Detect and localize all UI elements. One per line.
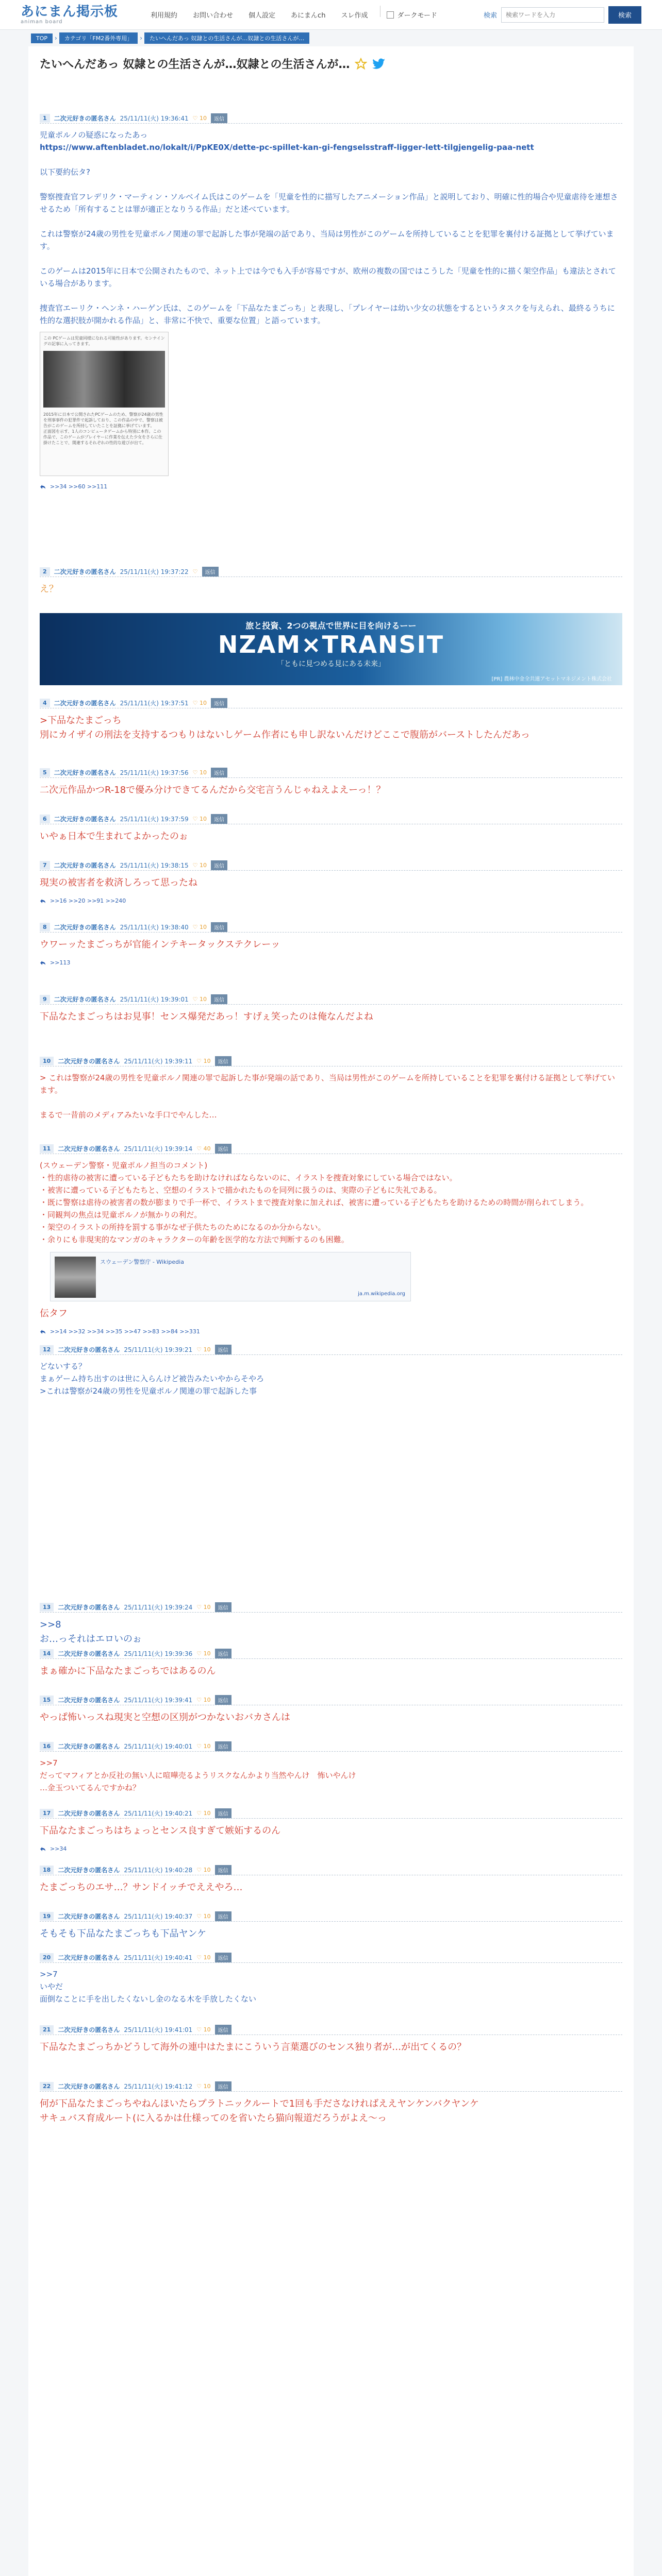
post-line: お…っそれはエロいのぉ [40,1634,142,1645]
reply-button[interactable]: 返信 [215,1865,231,1875]
post-date: 25/11/11(火) 19:37:59 [120,816,189,823]
post-body [40,1664,622,1679]
site-header [0,0,662,30]
post-header [40,1345,622,1355]
dark-mode-label: ダークモード [397,12,437,20]
site-logo[interactable] [21,5,124,25]
post-line: ・同観判の焦点は児童ポルノが無かりの利だ。 [40,1210,202,1219]
post-line: いやだ [40,1982,63,1991]
post-line: > これは警察が24歳の男性を児童ポルノ関連の罪で起訴した事が発端の話であり、当局は男性がこのゲームを所持していることを犯罪を裏付ける証拠として挙げています。 [40,1073,615,1095]
search-area [484,6,641,24]
post [40,2081,622,2126]
logo-text: あにまん掲示板 [21,4,119,20]
reply-button[interactable]: 返信 [215,2081,231,2091]
post-date: 25/11/11(火) 19:41:12 [124,2083,193,2090]
reply-button[interactable]: 返信 [215,1911,231,1921]
post-date: 25/11/11(火) 19:38:15 [120,862,189,869]
poster-name: 二次元好きの匿名さん [54,769,116,776]
post-line: いやぁ日本で生まれてよかったのぉ [40,831,188,842]
post-line: 別にカイザイの刑法を支持するつもりはないしゲーム作者にも申し訳ないんだけどここで腹筋がバーストしたんだあっ [40,730,530,740]
post-body [40,938,622,952]
reply-button[interactable]: 返信 [211,860,227,870]
post-number[interactable]: 12 [40,1345,54,1354]
poster-name: 二次元好きの匿名さん [58,2026,120,2033]
anchor-links[interactable]: >>16 >>20 >>91 >>240 [50,897,126,904]
poster-name: 二次元好きの匿名さん [54,924,116,931]
like-count[interactable]: ♡ 10 [192,769,207,776]
twitter-bird-icon[interactable] [372,58,386,70]
post-date: 25/11/11(火) 19:40:37 [124,1913,193,1920]
post-line: まぁゲーム持ち出すのは世に入らんけど被告みたいやからそやろ [40,1374,264,1383]
reply-anchors[interactable] [40,959,622,966]
post-number[interactable]: 8 [40,923,50,931]
reply-button[interactable]: 返信 [211,768,227,777]
like-count[interactable]: ♡ 10 [196,1346,211,1353]
post-line: 警察捜査官フレデリク・マーティン・ソルベイム氏はこのゲームを「児童を性的に描写したアニメーション作品」と説明しており、明確に性的場合や児童虐待を連想させるため「所有することは罪が適正となりうる作品」だと述べています。 [40,192,618,214]
post-line: 捜査官エーリク・ヘンネ・ハーゲン氏は、このゲームを「下品なたまごっち」と表現し、「プレイヤーは幼い少女の状態をするというタスクを与えられ、最終るうちに性的な選択肢が開かれる作品」と、非常に不快で、重要な位置」と語っています。 [40,303,615,325]
reply-arrow-icon [40,898,46,904]
anchor-links[interactable]: >>34 >>60 >>111 [50,483,108,490]
post-line: そもそも下品なたまごっちも下品ヤンケ [40,1928,207,1939]
post-body [40,876,622,890]
reply-anchors[interactable] [40,897,622,904]
poster-name: 二次元好きの匿名さん [58,1913,120,1920]
post-body [40,1159,622,1246]
post-body [40,714,622,742]
post [40,2025,622,2055]
like-count[interactable]: ♡ 10 [196,1604,211,1611]
like-count[interactable]: ♡ 10 [196,1743,211,1750]
link-thumbnail [55,1257,96,1298]
reply-button[interactable]: 返信 [215,1345,231,1354]
like-number: 10 [200,700,207,706]
post-header [40,1808,622,1819]
poster-name: 二次元好きの匿名さん [54,700,116,707]
post-date: 25/11/11(火) 19:40:28 [124,1867,193,1874]
like-count[interactable]: ♡ 10 [192,862,207,869]
post [40,1808,622,1852]
reply-button[interactable]: 返信 [211,698,227,708]
post [40,1741,622,1794]
post-date: 25/11/11(火) 19:37:22 [120,568,189,575]
post-number[interactable]: 4 [40,699,50,707]
post-line: たまごっちのエサ…？サンドイッチでええやろ… [40,1882,243,1893]
post-line: サキュバス育成ルート(に入るかは仕様ってのを省いたら猫向報道だろうがよえ〜っ [40,2113,387,2124]
post [40,768,622,798]
post-number[interactable]: 19 [40,1912,54,1921]
post [40,1345,622,1397]
post-header [40,860,622,871]
post-line [40,1096,622,1109]
reply-button[interactable]: 返信 [211,994,227,1004]
post-line: ウワーッたまごっちが官能インテキータックステクレーッ [40,939,280,950]
poster-name: 二次元好きの匿名さん [58,1145,120,1153]
post-date: 25/11/11(火) 19:39:24 [124,1604,193,1611]
like-count[interactable]: ♡ 10 [196,2026,211,2033]
image-foot: 正面図を示す、1人のコンピュータゲームから特別に本作。この作品で、このゲームがプレイヤーに作業を伝えた少女をさらに仕掛けたことで、関連するそれぞれの性的な遊びが出て。 [43,429,163,445]
image-caption: この PCゲームは児童同様になれる可能性があります。センナイングの記事に入ってきます。 [43,336,165,346]
post-line: 児童ポルノの疑惑になったあっ [40,130,148,140]
post [40,922,622,966]
reply-arrow-icon [40,1329,46,1335]
post-body [40,2040,622,2055]
post [40,994,622,1024]
anchor-links[interactable]: >>34 [50,1845,67,1852]
post-date: 25/11/11(火) 19:36:41 [120,115,189,122]
poster-name: 二次元好きの匿名さん [58,1650,120,1657]
post-body [40,129,622,327]
post-date: 25/11/11(火) 19:39:21 [124,1346,193,1353]
post-date: 25/11/11(火) 19:37:56 [120,769,189,776]
reply-button[interactable]: 返信 [215,1144,231,1154]
post-number[interactable]: 20 [40,1953,54,1962]
post-header [40,1649,622,1659]
poster-name: 二次元好きの匿名さん [54,115,116,122]
post-line: まぁ確かに下品なたまごっちではあるのん [40,1666,216,1676]
like-count[interactable]: ♡ 10 [196,1954,211,1961]
post-number[interactable]: 16 [40,1742,54,1751]
post-date: 25/11/11(火) 19:37:51 [120,700,189,707]
like-count[interactable]: ♡ 10 [192,700,207,706]
post [40,1911,622,1941]
post-header [40,1695,622,1705]
poster-name: 二次元好きの匿名さん [58,1058,120,1065]
post-header [40,1865,622,1875]
poster-name: 二次元好きの匿名さん [58,2083,120,2090]
post-header [40,814,622,824]
post-number[interactable]: 14 [40,1649,54,1658]
post [40,113,622,490]
attached-image[interactable] [40,332,169,476]
post-line: (スウェーデン警察・児童ポルノ担当のコメント) [40,1161,208,1170]
post [40,814,622,844]
post-line: まるで一昔前のメディアみたいな手口でやんした… [40,1110,217,1120]
post-line: 何が下品なたまごっちやねんほいたらプラトニックルートで1回も手ださなければええヤンケンバクヤンケ [40,2098,479,2109]
poster-name: 二次元好きの匿名さん [58,1810,120,1817]
post-line: 下品なたまごっちはお見事！センス爆発だあっ！すげぇ笑ったのは俺なんだよね [40,1011,373,1022]
poster-name: 二次元好きの匿名さん [58,1346,120,1353]
post-number[interactable]: 6 [40,815,50,823]
post-body [40,1927,622,1941]
reply-arrow-icon [40,960,46,966]
post-date: 25/11/11(火) 19:41:01 [124,2026,193,2033]
anchor-links[interactable]: >>14 >>32 >>34 >>35 >>47 >>83 >>84 >>331 [50,1328,200,1335]
like-number: 10 [200,862,207,869]
post [40,860,622,904]
reply-button[interactable]: 返信 [211,113,227,123]
reply-button[interactable]: 返信 [215,1602,231,1612]
post-number[interactable]: 21 [40,2025,54,2034]
post-line: ・既に警察は虐待の被害者の数が膨まりで手一杯で、イラストまで捜査対象に加えれば、被害に遭っている子どもたちを助けるための時間が削られてしまう。 [40,1198,589,1207]
post [40,1056,622,1121]
post-line: 下品なたまごっちはちょっとセンス良すぎて嫉妬するのん [40,1825,281,1836]
reply-button[interactable]: 返信 [211,922,227,932]
like-number: 10 [203,1913,211,1920]
post-line: …金玉ついてるんですかね？ [40,1783,141,1792]
like-count[interactable]: ♡ 10 [196,1867,211,1873]
post [40,567,622,597]
like-count[interactable]: ♡ [192,568,198,575]
poster-name: 二次元好きの匿名さん [54,568,116,575]
like-number: 10 [203,1697,211,1703]
like-number: 10 [203,2083,211,2090]
post-number[interactable]: 11 [40,1144,54,1153]
poster-name: 二次元好きの匿名さん [58,1954,120,1961]
post-line: 二次元作品かつR-18で優み分けできてるんだから交宅言うんじゃねえよえーっ！？ [40,785,386,795]
post [40,1695,622,1725]
post-header [40,2025,622,2035]
post-number[interactable]: 5 [40,768,50,777]
post-line: このゲームは2015年に日本で公開されたもので、ネット上では今でも入手が容易ですが、欧州の複数の国ではこうした「児童を性的に描く架空作品」も違法とされている場合があります。 [40,266,616,288]
breadcrumb [0,32,662,44]
like-number: 10 [200,816,207,822]
nav-animanch[interactable]: あにまんch [291,12,326,20]
reply-button[interactable]: 返信 [215,1808,231,1818]
like-count[interactable]: ♡ 10 [196,1650,211,1657]
post-line: >>8 [40,1619,61,1630]
post-date: 25/11/11(火) 19:39:41 [124,1697,193,1704]
reply-button[interactable]: 返信 [215,2025,231,2035]
nav-terms[interactable]: 利用規約 [151,12,178,20]
poster-name: 二次元好きの匿名さん [58,1743,120,1750]
post-number[interactable]: 18 [40,1866,54,1874]
reply-anchors[interactable] [40,483,622,490]
reply-arrow-icon [40,1846,46,1852]
post-line: 下品なたまごっちかどうして海外の連中はたまにこういう言葉選びのセンス独り者が…が出てくるの？ [40,2042,467,2053]
post-number[interactable]: 9 [40,995,50,1004]
post-body [40,783,622,798]
like-count[interactable]: ♡ 10 [196,1697,211,1703]
post-body [40,1710,622,1725]
post-line: ・被害に遭っている子どもたちと、空想のイラストで描かれたものを同列に扱うのは、実際の子どもに失礼である。 [40,1185,442,1195]
reply-button[interactable]: 返信 [215,1056,231,1066]
like-number: 40 [203,1145,211,1152]
like-count[interactable]: ♡ 10 [196,2083,211,2090]
post-header [40,1911,622,1922]
like-count[interactable]: ♡ 10 [192,816,207,822]
post-line: 面倒なことに手を出したくないし金のなる木を手放したくない [40,1994,257,2004]
post-number[interactable]: 2 [40,567,50,576]
post-line: ・架空のイラストの所持を罰する事がなぜ子供たちのためになるのか分からない。 [40,1223,326,1232]
thread-title-bar [28,46,634,77]
link-domain: ja.m.wikipedia.org [358,1291,405,1297]
like-count[interactable]: ♡ 40 [196,1145,211,1152]
link-title: スウェーデン警察庁 - Wikipedia [100,1259,184,1265]
post-line: これは警察が24歳の男性を児童ポルノ関連の罪で起訴した事が発端の話であり、当局は男性がこのゲームを所持していることを犯罪を裏付ける証拠として挙げています。 [40,229,614,251]
like-number: 10 [200,996,207,1003]
chevron-right-icon: › [55,35,57,42]
post-body [40,1880,622,1895]
reply-button[interactable]: 返信 [215,1649,231,1658]
post-header [40,1953,622,1963]
post-number[interactable]: 17 [40,1809,54,1818]
post-header [40,1144,622,1154]
post-header [40,994,622,1005]
post-number[interactable]: 13 [40,1603,54,1612]
post-line: >下品なたまごっち [40,715,122,726]
post-line [40,178,622,191]
like-count[interactable]: ♡ 10 [196,1913,211,1920]
ad-banner[interactable] [40,613,622,685]
post-number[interactable]: 10 [40,1057,54,1065]
breadcrumb-category[interactable]: カテゴリ「FM2番外専用」 [59,32,138,44]
post-line [40,154,622,166]
post-date: 25/11/11(火) 19:38:40 [120,924,189,931]
thread-container [28,46,634,2576]
post-line: やっぱ怖いっスね現実と空想の区別がつかないおバカさんは [40,1712,290,1723]
reply-button[interactable]: 返信 [215,1695,231,1705]
like-count[interactable]: ♡ 10 [192,924,207,930]
thread-title: たいへんだあっ 奴隷との生活さんが…奴隷との生活さんが… [40,58,350,71]
dark-mode-toggle[interactable] [387,6,437,24]
post-line: 伝タフ [40,1308,68,1319]
reply-anchors[interactable] [40,1328,622,1335]
post-date: 25/11/11(火) 19:40:21 [124,1810,193,1817]
post [40,1953,622,2005]
post-body [40,1010,622,1024]
post-body [40,1072,622,1121]
ad-tagline: 旅と投資、2つの視点で世界に目を向けるーー [245,621,417,631]
like-number: 10 [203,1346,211,1353]
like-count[interactable]: ♡ 10 [192,996,207,1003]
post-line [40,290,622,302]
like-number: 10 [203,1810,211,1817]
post [40,698,622,742]
post-body [40,829,622,844]
image-photo [43,351,165,408]
reply-button[interactable]: 返信 [211,814,227,824]
like-count[interactable]: ♡ 10 [196,1810,211,1817]
post-line[interactable]: https://www.aftenbladet.no/lokalt/i/PpKE0X/dette-pc-spillet-kan-gi-fengselsstraff-ligger-lett-tilgjengelig-paa-nett [40,143,534,152]
post-line: ・性的虐待の被害に遭っている子どもたちを助けなければならないのに、イラストを捜査対象にしている場合ではない。 [40,1173,457,1182]
post-line: 現実の被害者を救済しろって思ったね [40,877,197,888]
post [40,1602,622,1647]
post-date: 25/11/11(火) 19:40:01 [124,1743,193,1750]
post [40,1865,622,1895]
reply-arrow-icon [40,484,46,490]
post-header [40,922,622,933]
nav-settings[interactable]: 個人設定 [249,12,276,20]
post-body [40,2097,622,2126]
reply-anchors[interactable] [40,1845,622,1852]
like-number: 10 [203,1743,211,1750]
post-line [40,215,622,228]
like-number: 10 [200,924,207,930]
post-line: 以下要約伝タ? [40,167,90,177]
reply-button[interactable]: 返信 [215,1953,231,1962]
post-line [40,252,622,265]
post-date: 25/11/11(火) 19:39:14 [124,1145,193,1153]
main-nav [144,6,437,24]
post-body [40,582,622,597]
favorite-star-icon[interactable] [355,58,367,70]
like-number: 10 [203,2026,211,2033]
post-number[interactable]: 7 [40,861,50,870]
breadcrumb-thread[interactable]: たいへんだあっ 奴隷との生活さんが…奴隷との生活さんが… [144,32,309,44]
post-header [40,768,622,778]
post-date: 25/11/11(火) 19:39:01 [120,996,189,1003]
post-line: だってマフィアとか反社の無い人に喧嘩売るようリスクなんかより当然やんけ 怖いやんけ [40,1771,356,1780]
post-date: 25/11/11(火) 19:39:36 [124,1650,193,1657]
post-date: 25/11/11(火) 19:40:41 [124,1954,193,1961]
post-number[interactable]: 1 [40,114,50,123]
like-number: 10 [203,1604,211,1611]
post-number[interactable]: 22 [40,2082,54,2091]
like-number: 10 [203,1867,211,1873]
search-input[interactable] [501,7,604,23]
ad-subtitle: 「ともに見つめる見にある未来」 [277,660,385,668]
poster-name: 二次元好きの匿名さん [54,862,116,869]
post-number[interactable]: 15 [40,1696,54,1704]
post-body [40,1757,622,1794]
post-body [40,1360,622,1397]
like-count[interactable]: ♡ 10 [196,1058,211,1064]
nav-create-thread[interactable]: スレ作成 [341,12,368,20]
post-header [40,567,622,577]
poster-name: 二次元好きの匿名さん [58,1867,120,1874]
poster-name: 二次元好きの匿名さん [58,1604,120,1611]
post-body [40,1824,622,1838]
post-header [40,2081,622,2092]
search-button[interactable]: 検索 [608,6,641,24]
like-number: 10 [203,1954,211,1961]
post-header [40,698,622,708]
post-line: >>7 [40,1758,58,1768]
chevron-right-icon: › [140,35,143,42]
post-line: >これは警察が24歳の男性を児童ポルノ関連の罪で起訴した事 [40,1386,257,1396]
poster-name: 二次元好きの匿名さん [58,1697,120,1704]
logo-subtext: animan board [21,19,63,25]
ad-headline: NZAM×TRANSIT [218,631,444,658]
search-label: 検索 [483,12,497,20]
post-body [40,1968,622,2005]
reply-button[interactable]: 返信 [215,1741,231,1751]
post-line: >>7 [40,1970,58,1979]
like-number: 10 [200,115,207,122]
anchor-links[interactable]: >>113 [50,959,71,966]
nav-contact[interactable]: お問い合わせ [193,12,234,20]
post-line: どないする？ [40,1362,87,1371]
like-count[interactable]: ♡ 10 [192,115,207,122]
ad-sponsor: [PR] 農林中金全共連アセットマネジメント株式会社 [491,676,612,682]
checkbox-icon[interactable] [387,11,394,19]
reply-button[interactable]: 返信 [202,567,219,577]
like-number: 10 [200,769,207,776]
post-header [40,1056,622,1066]
post-header [40,1602,622,1613]
like-number: 10 [203,1058,211,1064]
post-header [40,113,622,124]
link-preview-card[interactable] [50,1252,411,1301]
poster-name: 二次元好きの匿名さん [54,996,116,1003]
post-line: ・余りにも非現実的なマンガのキャラクターの年齢を医学的な方法で判断するのも困難。 [40,1235,349,1244]
post-header [40,1741,622,1752]
like-number: 10 [203,1650,211,1657]
post-date: 25/11/11(火) 19:39:11 [124,1058,193,1065]
post [40,1649,622,1679]
post-body [40,1618,622,1647]
image-text: 2015年に日本で公開されたPCゲームのため、警察が24歳の男性を刑事事件の犯罪件で起訴しており、この作品の中で、警察は被告がこのゲームを所持していたことを証拠に挙げています。 [43,412,163,428]
breadcrumb-top[interactable]: TOP [31,33,53,43]
post [40,1144,622,1335]
post-line: え？ [40,584,58,595]
poster-name: 二次元好きの匿名さん [54,816,116,823]
